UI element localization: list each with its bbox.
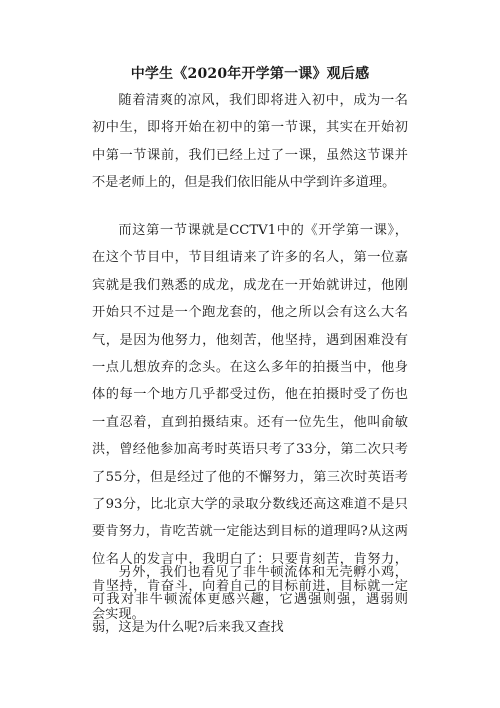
document-title: 中学生《2020年开学第一课》观后感 [130,66,370,82]
paragraph-1: 随着清爽的凉风，我们即将进入初中，成为一名初中生，即将开始在初中的第一节课，其实在开始初中第一节课前，我们已经上过了一课，虽然这节课并不是老师上的，但是我们依旧能从中学到许多道理。 [92,93,408,191]
paragraph-3: 另外，我们也看见了非牛顿流体和无壳孵小鸡，可我对非牛顿流体更感兴趣，它遇强则强，遇弱则弱，这是为什么呢?后来我又查找 [92,565,408,635]
paragraph-2: 而这第一节课就是CCTV1中的《开学第一课》，在这个节目中，节目组请来了许多的名人，第一位嘉宾就是我们熟悉的成龙，成龙在一开始就讲过，他刚开始只不过是一个跑龙套的，他之所以会有这么大名气，是因为他努力，他刻苦，他坚持，遇到困难没有一点儿想放弃的念头。在这么多年的拍摄当中，他身体的每一个地方几乎都受过伤，他在拍摄时受了伤也一直忍着，直到拍摄结束。还有一位先生，他叫俞敏洪，曾经他参加高考时英语只考了33分，第二次只考了55分，但是经过了他的不懈努力，第三次时英语考了93分，比北京大学的录取分数线还高这难道不是只要肯努力，肯吃苦就一定能达到目标的道理吗?从这两位名人的发言中，我明白了：只要肯刻苦，肯努力，肯坚持，肯奋斗，向着自己的目标前进，目标就一定会实现。 [92,223,408,622]
